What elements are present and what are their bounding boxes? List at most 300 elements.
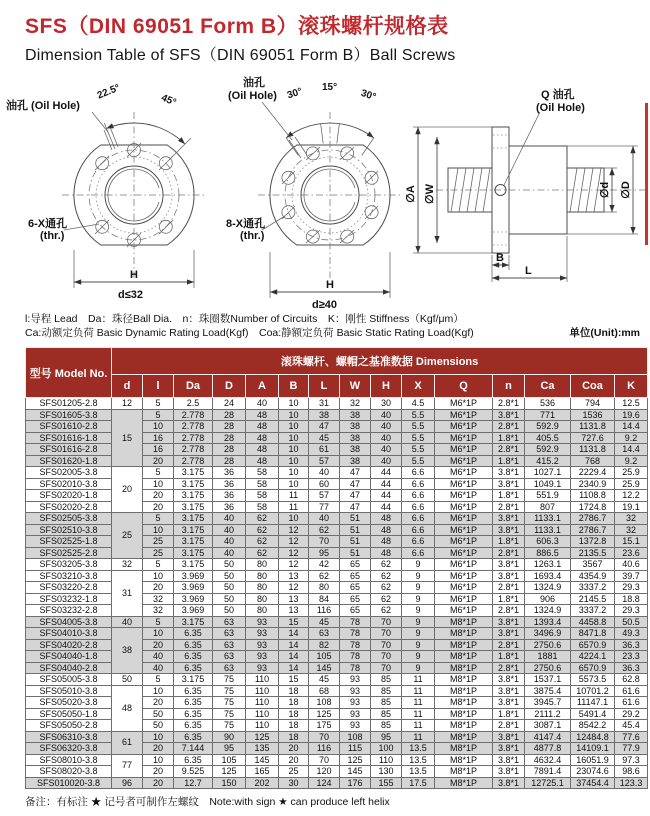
data-cell: 4354.9 <box>571 570 615 582</box>
data-cell: 120 <box>309 766 340 778</box>
data-cell: 65 <box>340 582 371 594</box>
data-cell: 2750.6 <box>525 639 571 651</box>
data-cell: 70 <box>371 616 402 628</box>
data-cell: 1.8*1 <box>493 536 525 548</box>
oil-hole-label-mid-1: 油孔 <box>243 77 265 89</box>
data-cell: 93 <box>246 651 279 663</box>
model-cell: SFS010020-3.8 <box>26 777 112 789</box>
data-cell: 5.5 <box>402 409 435 421</box>
col-header-Ca: Ca <box>525 375 571 398</box>
data-cell: 16 <box>143 444 174 456</box>
data-cell: 4224.1 <box>571 651 615 663</box>
data-cell: 6.6 <box>402 467 435 479</box>
data-cell: M6*1P <box>435 513 493 525</box>
unit-label: 单位(Unit):mm <box>569 327 640 339</box>
data-cell: 135 <box>246 743 279 755</box>
data-cell: 14 <box>279 628 309 640</box>
data-cell: 10 <box>279 398 309 410</box>
data-cell: 40 <box>213 536 246 548</box>
data-cell: 40 <box>371 409 402 421</box>
data-cell: 38 <box>309 409 340 421</box>
data-cell: 39.7 <box>615 570 648 582</box>
legend-line2: Ca:动额定负荷 Basic Dynamic Rating Load(Kgf) Coa:静额定负荷 Basic Static Rating Load(Kgf) <box>25 327 474 339</box>
data-cell: 93 <box>246 616 279 628</box>
data-cell: 3.8*1 <box>493 731 525 743</box>
data-cell: 90 <box>213 731 246 743</box>
data-cell: 10 <box>143 628 174 640</box>
data-cell: M6*1P <box>435 547 493 559</box>
table-row <box>26 685 648 697</box>
data-cell: 93 <box>340 685 371 697</box>
data-cell: 28 <box>213 409 246 421</box>
data-cell: 2786.7 <box>571 513 615 525</box>
data-cell: 65 <box>340 593 371 605</box>
data-cell: 23.6 <box>615 547 648 559</box>
data-cell: 6.35 <box>174 754 213 766</box>
data-cell: 3.8*1 <box>493 467 525 479</box>
data-cell: 32 <box>615 524 648 536</box>
angle-label-30-left: 30° <box>285 86 304 102</box>
data-cell: 5 <box>143 616 174 628</box>
model-cell: SFS05005-3.8 <box>26 674 112 686</box>
data-cell: 62 <box>371 582 402 594</box>
data-cell: 906 <box>525 593 571 605</box>
data-cell: 1049.1 <box>525 478 571 490</box>
data-cell: 11 <box>402 720 435 732</box>
data-cell: 13 <box>279 593 309 605</box>
data-cell: 40 <box>213 547 246 559</box>
data-cell: 58 <box>246 467 279 479</box>
data-cell: 10 <box>143 570 174 582</box>
data-cell: 6.35 <box>174 651 213 663</box>
data-cell: 29.2 <box>615 708 648 720</box>
data-cell: 6.6 <box>402 478 435 490</box>
data-cell: 36 <box>213 478 246 490</box>
data-cell: 40 <box>309 467 340 479</box>
data-cell: 14.4 <box>615 444 648 456</box>
data-cell: 10 <box>279 409 309 421</box>
data-cell: 9 <box>402 559 435 571</box>
data-cell: 45 <box>309 432 340 444</box>
d-group-cell: 12 <box>112 398 143 410</box>
data-cell: 70 <box>371 651 402 663</box>
data-cell: 78 <box>340 639 371 651</box>
model-cell: SFS03232-1.8 <box>26 593 112 605</box>
data-cell: 57 <box>309 455 340 467</box>
d-group-cell: 15 <box>112 409 143 467</box>
data-cell: 20 <box>279 743 309 755</box>
table-row <box>26 628 648 640</box>
data-cell: 20 <box>279 754 309 766</box>
data-cell: 25.9 <box>615 467 648 479</box>
dimensions-group-header: 滚珠螺杆、螺帽之基准数据 Dimensions <box>112 348 648 375</box>
data-cell: 5 <box>143 513 174 525</box>
data-cell: 6.35 <box>174 628 213 640</box>
data-cell: 1131.8 <box>571 421 615 433</box>
data-cell: 98.6 <box>615 766 648 778</box>
data-cell: 175 <box>309 720 340 732</box>
data-cell: 75 <box>213 674 246 686</box>
data-cell: 202 <box>246 777 279 789</box>
data-cell: 50 <box>213 559 246 571</box>
d-group-cell: 77 <box>112 754 143 777</box>
data-cell: 47 <box>309 421 340 433</box>
data-cell: 105 <box>213 754 246 766</box>
data-cell: 47 <box>340 490 371 502</box>
data-cell: 9 <box>402 570 435 582</box>
data-cell: M8*1P <box>435 766 493 778</box>
data-cell: 82 <box>309 639 340 651</box>
d-group-cell: 96 <box>112 777 143 789</box>
data-cell: 1372.8 <box>571 536 615 548</box>
data-cell: 11 <box>402 674 435 686</box>
data-cell: 80 <box>246 559 279 571</box>
data-cell: 30 <box>371 398 402 410</box>
data-cell: 40 <box>371 421 402 433</box>
data-cell: 6.35 <box>174 720 213 732</box>
data-cell: 6.35 <box>174 731 213 743</box>
data-cell: 145 <box>246 754 279 766</box>
data-cell: 1.8*1 <box>493 708 525 720</box>
model-cell: SFS04040-1.8 <box>26 651 112 663</box>
data-cell: 110 <box>246 685 279 697</box>
data-cell: 12.7 <box>174 777 213 789</box>
data-cell: 70 <box>309 754 340 766</box>
data-cell: 3875.4 <box>525 685 571 697</box>
model-cell: SFS02525-1.8 <box>26 536 112 548</box>
data-cell: 20 <box>143 490 174 502</box>
data-cell: 165 <box>246 766 279 778</box>
dia-w-label: ∅W <box>424 184 436 204</box>
data-cell: 6.6 <box>402 490 435 502</box>
data-cell: 62 <box>246 524 279 536</box>
data-cell: 125 <box>309 708 340 720</box>
data-cell: 9.2 <box>615 432 648 444</box>
table-row <box>26 616 648 628</box>
data-cell: 405.5 <box>525 432 571 444</box>
data-cell: 47 <box>340 501 371 513</box>
data-cell: 2750.6 <box>525 662 571 674</box>
data-cell: 14 <box>279 651 309 663</box>
data-cell: 2145.5 <box>571 593 615 605</box>
data-cell: 10 <box>143 524 174 536</box>
data-cell: M6*1P <box>435 570 493 582</box>
data-cell: 7891.4 <box>525 766 571 778</box>
data-cell: 8471.8 <box>571 628 615 640</box>
data-cell: 2.778 <box>174 444 213 456</box>
data-cell: 5.5 <box>402 444 435 456</box>
data-cell: 75 <box>213 685 246 697</box>
data-cell: 63 <box>213 628 246 640</box>
data-cell: 95 <box>371 731 402 743</box>
data-cell: 80 <box>309 582 340 594</box>
data-cell: 95 <box>309 547 340 559</box>
d-group-cell: 40 <box>112 616 143 628</box>
d-group-cell: 48 <box>112 685 143 731</box>
data-cell: 125 <box>213 766 246 778</box>
data-cell: 77.9 <box>615 743 648 755</box>
data-cell: 17.5 <box>402 777 435 789</box>
model-cell: SFS01616-2.8 <box>26 444 112 456</box>
data-cell: 3.175 <box>174 674 213 686</box>
data-cell: 48 <box>371 547 402 559</box>
model-cell: SFS05050-2.8 <box>26 720 112 732</box>
dia-a-label: ∅A <box>405 185 417 203</box>
data-cell: 60 <box>309 478 340 490</box>
data-cell: 3496.9 <box>525 628 571 640</box>
data-cell: 78 <box>340 616 371 628</box>
data-cell: 1881 <box>525 651 571 663</box>
data-cell: 3.969 <box>174 582 213 594</box>
data-cell: 63 <box>213 662 246 674</box>
data-cell: 2.778 <box>174 421 213 433</box>
data-cell: 50 <box>213 593 246 605</box>
data-cell: 58 <box>246 501 279 513</box>
data-cell: 3.175 <box>174 467 213 479</box>
data-cell: M8*1P <box>435 639 493 651</box>
data-cell: 3.8*1 <box>493 513 525 525</box>
data-cell: M8*1P <box>435 651 493 663</box>
model-cell: SFS01605-3.8 <box>26 409 112 421</box>
data-cell: 61 <box>309 444 340 456</box>
data-cell: 20 <box>143 455 174 467</box>
dim-h-mid: H <box>326 279 334 291</box>
data-cell: 80 <box>246 605 279 617</box>
data-cell: M6*1P <box>435 524 493 536</box>
data-cell: M6*1P <box>435 467 493 479</box>
data-cell: 70 <box>309 731 340 743</box>
model-cell: SFS01616-1.8 <box>26 432 112 444</box>
data-cell: 24 <box>213 398 246 410</box>
thru-holes-label-mid-1: 8-X通孔 <box>226 218 266 230</box>
model-cell: SFS05020-3.8 <box>26 697 112 709</box>
data-cell: 7.144 <box>174 743 213 755</box>
drawing-flange-6hole <box>6 83 206 301</box>
dim-cond-left: d≤32 <box>118 289 143 301</box>
table-row <box>26 674 648 686</box>
data-cell: M6*1P <box>435 421 493 433</box>
data-cell: 15.1 <box>615 536 648 548</box>
data-cell: 145 <box>340 766 371 778</box>
data-cell: 28 <box>213 444 246 456</box>
data-cell: 62 <box>371 570 402 582</box>
data-cell: 110 <box>246 697 279 709</box>
data-cell: 6.6 <box>402 501 435 513</box>
data-cell: 29.3 <box>615 582 648 594</box>
data-cell: 18 <box>279 720 309 732</box>
col-header-Q: Q <box>435 375 493 398</box>
data-cell: 2111.2 <box>525 708 571 720</box>
model-cell: SFS04040-2.8 <box>26 662 112 674</box>
data-cell: 14.4 <box>615 421 648 433</box>
data-cell: 18 <box>279 731 309 743</box>
data-cell: 794 <box>571 398 615 410</box>
data-cell: 18.8 <box>615 593 648 605</box>
data-cell: 40 <box>213 513 246 525</box>
oil-hole-label-left: 油孔 (Oil Hole) <box>6 100 80 112</box>
data-cell: 110 <box>371 754 402 766</box>
data-cell: 70 <box>309 536 340 548</box>
data-cell: 2.8*1 <box>493 662 525 674</box>
data-cell: 13 <box>279 605 309 617</box>
data-cell: 16 <box>143 432 174 444</box>
data-cell: M8*1P <box>435 754 493 766</box>
data-cell: 123.3 <box>615 777 648 789</box>
data-cell: 5 <box>143 559 174 571</box>
data-cell: 70 <box>371 662 402 674</box>
data-cell: 38 <box>340 421 371 433</box>
page-title: SFS（DIN 69051 Form B）滚珠螺杆规格表 <box>25 15 449 38</box>
data-cell: 10 <box>143 754 174 766</box>
dim-cond-mid: d≥40 <box>312 299 337 310</box>
data-cell: 48 <box>246 444 279 456</box>
data-cell: 25 <box>143 547 174 559</box>
data-cell: 51 <box>340 536 371 548</box>
model-cell: SFS01620-1.8 <box>26 455 112 467</box>
data-cell: 20 <box>143 639 174 651</box>
data-cell: 10701.2 <box>571 685 615 697</box>
data-cell: 13.5 <box>402 743 435 755</box>
data-cell: 3.8*1 <box>493 674 525 686</box>
data-cell: M6*1P <box>435 536 493 548</box>
data-cell: 80 <box>246 582 279 594</box>
data-cell: 63 <box>213 616 246 628</box>
thru-holes-label-left-2: (thr.) <box>40 230 65 242</box>
data-cell: 40.6 <box>615 559 648 571</box>
model-cell: SFS05010-3.8 <box>26 685 112 697</box>
table-row <box>26 754 648 766</box>
data-cell: 9 <box>402 639 435 651</box>
drawing-side-view <box>405 87 648 282</box>
data-cell: 3.175 <box>174 501 213 513</box>
data-cell: 18 <box>279 697 309 709</box>
model-cell: SFS03232-2.8 <box>26 605 112 617</box>
data-cell: M6*1P <box>435 432 493 444</box>
data-cell: 50 <box>213 605 246 617</box>
model-cell: SFS03210-3.8 <box>26 570 112 582</box>
data-cell: 16051.9 <box>571 754 615 766</box>
data-cell: M6*1P <box>435 490 493 502</box>
data-cell: 44 <box>371 467 402 479</box>
data-cell: 2229.4 <box>571 467 615 479</box>
data-cell: 68 <box>309 685 340 697</box>
col-header-L: L <box>309 375 340 398</box>
data-cell: 48 <box>371 536 402 548</box>
data-cell: 95 <box>213 743 246 755</box>
data-cell: 85 <box>371 697 402 709</box>
data-cell: 10 <box>279 513 309 525</box>
data-cell: 4458.8 <box>571 616 615 628</box>
data-cell: 20 <box>143 582 174 594</box>
footnote: 备注：有标注 ★ 记号者可制作左螺纹 Note:with sign ★ can produce left helix <box>25 796 390 808</box>
data-cell: 32 <box>340 398 371 410</box>
data-cell: 63 <box>309 628 340 640</box>
data-cell: 9 <box>402 628 435 640</box>
data-cell: 65 <box>340 559 371 571</box>
data-cell: 23074.6 <box>571 766 615 778</box>
data-cell: 77.6 <box>615 731 648 743</box>
data-cell: 1108.8 <box>571 490 615 502</box>
data-cell: 2.778 <box>174 432 213 444</box>
data-cell: 32 <box>143 605 174 617</box>
data-cell: 62 <box>309 570 340 582</box>
data-cell: 3.175 <box>174 616 213 628</box>
data-cell: M8*1P <box>435 685 493 697</box>
table-row <box>26 559 648 571</box>
col-header-W: W <box>340 375 371 398</box>
data-cell: 9 <box>402 593 435 605</box>
data-cell: 5 <box>143 467 174 479</box>
data-cell: 1693.4 <box>525 570 571 582</box>
data-cell: 84 <box>309 593 340 605</box>
spec-table <box>25 347 648 789</box>
data-cell: M8*1P <box>435 777 493 789</box>
data-cell: 5 <box>143 398 174 410</box>
data-cell: 70 <box>371 639 402 651</box>
data-cell: 62 <box>246 547 279 559</box>
col-header-Da: Da <box>174 375 213 398</box>
data-cell: 62 <box>371 593 402 605</box>
data-cell: 11 <box>402 685 435 697</box>
col-header-B: B <box>279 375 309 398</box>
dim-l-label: L <box>525 265 532 277</box>
data-cell: 4.5 <box>402 398 435 410</box>
data-cell: 61.6 <box>615 685 648 697</box>
data-cell: 93 <box>340 674 371 686</box>
model-no-header: 型号 Model No. <box>26 348 112 398</box>
data-cell: 50 <box>213 582 246 594</box>
data-cell: 25 <box>143 536 174 548</box>
data-cell: 150 <box>213 777 246 789</box>
dia-D-label: ∅D <box>620 181 632 199</box>
data-cell: 10 <box>279 432 309 444</box>
data-cell: 12 <box>279 536 309 548</box>
data-cell: 70 <box>371 628 402 640</box>
data-cell: 9 <box>402 616 435 628</box>
data-cell: 47 <box>340 478 371 490</box>
data-cell: 11 <box>402 697 435 709</box>
data-cell: 11 <box>402 731 435 743</box>
table-row <box>26 467 648 479</box>
dim-h-left: H <box>130 269 138 281</box>
data-cell: M6*1P <box>435 501 493 513</box>
model-cell: SFS08020-3.8 <box>26 766 112 778</box>
data-cell: 65 <box>340 605 371 617</box>
data-cell: 2.8*1 <box>493 720 525 732</box>
data-cell: 85 <box>371 674 402 686</box>
data-cell: 18 <box>279 708 309 720</box>
model-cell: SFS08010-3.8 <box>26 754 112 766</box>
data-cell: 3337.2 <box>571 582 615 594</box>
data-cell: 10 <box>279 421 309 433</box>
data-cell: 3.8*1 <box>493 559 525 571</box>
data-cell: 75 <box>213 697 246 709</box>
table-row <box>26 731 648 743</box>
data-cell: 40 <box>371 444 402 456</box>
data-cell: 42 <box>309 559 340 571</box>
data-cell: 13.5 <box>402 766 435 778</box>
col-header-d: d <box>112 375 143 398</box>
data-cell: 9 <box>402 605 435 617</box>
data-cell: 551.9 <box>525 490 571 502</box>
data-cell: 45 <box>309 616 340 628</box>
table-row <box>26 409 648 421</box>
data-cell: 592.9 <box>525 444 571 456</box>
data-cell: M6*1P <box>435 559 493 571</box>
data-cell: 12484.8 <box>571 731 615 743</box>
data-cell: 176 <box>340 777 371 789</box>
data-cell: M8*1P <box>435 674 493 686</box>
